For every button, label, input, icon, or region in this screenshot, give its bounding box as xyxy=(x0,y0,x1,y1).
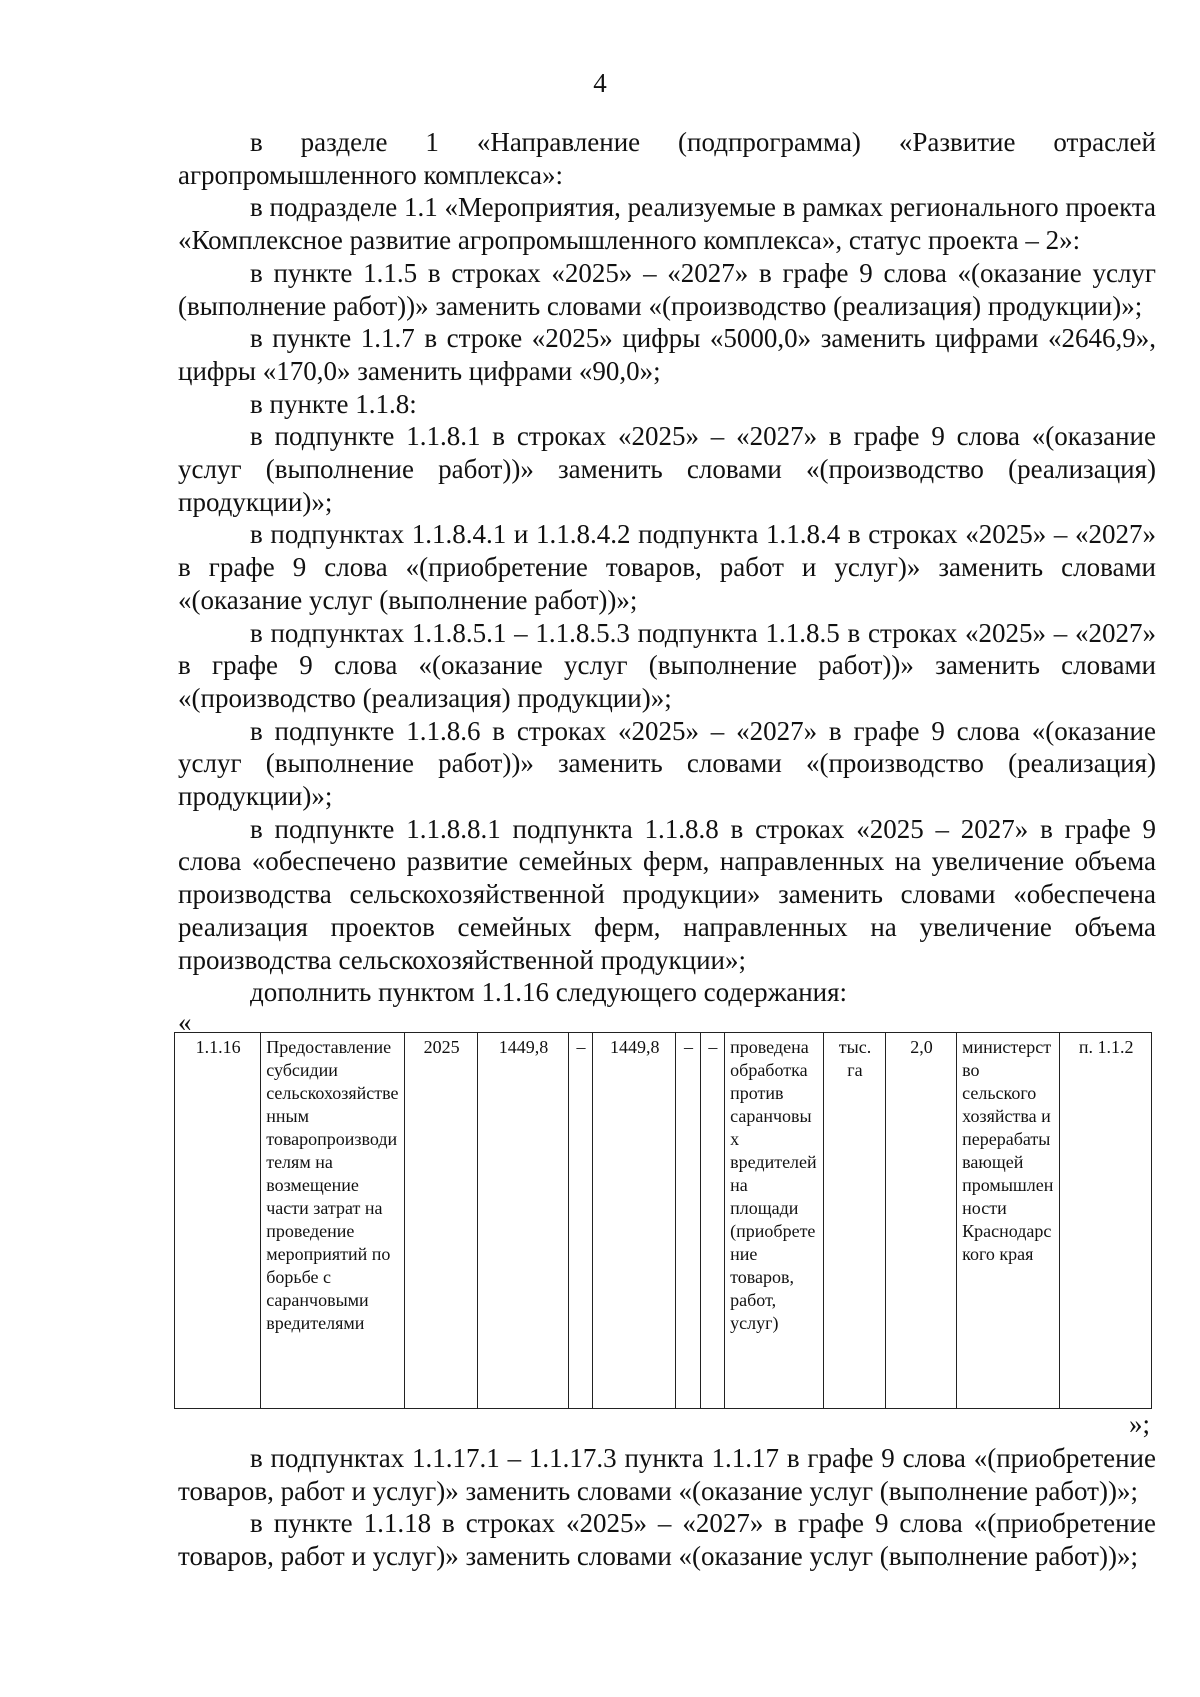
cell-executor: министерство сельского хозяйства и перерабатывающей промышленности Краснодарского края xyxy=(957,1033,1060,1409)
cell-year: 2025 xyxy=(404,1033,477,1409)
cell-unit: тыс. га xyxy=(824,1033,886,1409)
cell-number: 1.1.16 xyxy=(175,1033,261,1409)
inserted-item-table xyxy=(174,1032,1152,1409)
amendment-text-bottom xyxy=(178,1442,1156,1573)
paragraph: в пункте 1.1.18 в строках «2025» – «2027» в графе 9 слова «(приобретение товаров, работ и услуг)» заменить словами «(оказание услуг (выполнение работ))»; xyxy=(178,1508,1156,1572)
cell-event-name: Предоставление субсидии сельскохозяйственным товаропроизводителям на возмещение части затрат на проведение мероприятий по борьбе с саранчовыми вредителями xyxy=(261,1033,405,1409)
cell-extra: – xyxy=(700,1033,724,1409)
paragraph: в разделе 1 «Направление (подпрограмма) «Развитие отраслей агропромышленного комплекса»: xyxy=(178,127,1156,190)
paragraph: в пункте 1.1.8: xyxy=(250,388,417,419)
paragraph: в подпункте 1.1.8.1 в строках «2025» – «2027» в графе 9 слова «(оказание услуг (выполнение работ))» заменить словами «(производство (реализация) продукции)»; xyxy=(178,421,1156,517)
paragraph: в подпунктах 1.1.8.4.1 и 1.1.8.4.2 подпункта 1.1.8.4 в строках «2025» – «2027» в графе 9 слова «(приобретение товаров, работ и услуг)» заменить словами «(оказание услуг (выполнение работ))»; xyxy=(178,519,1156,615)
cell-regional: 1449,8 xyxy=(593,1033,676,1409)
cell-local: – xyxy=(676,1033,700,1409)
paragraph: в подпункте 1.1.8.8.1 подпункта 1.1.8.8 в строках «2025 – 2027» в графе 9 слова «обеспечено развитие семейных ферм, направленных на увеличение объема производства сельскохозяйственной продукции» заменить словами «обеспечена реализация проектов семейных ферм, направленных на увеличение объема производства сельскохозяйственной продукции»; xyxy=(178,813,1156,975)
cell-link: п. 1.1.2 xyxy=(1060,1033,1152,1409)
close-quote: »; xyxy=(1128,1409,1150,1439)
open-quote: « xyxy=(178,1007,192,1037)
paragraph: в подпунктах 1.1.8.5.1 – 1.1.8.5.3 подпункта 1.1.8.5 в строках «2025» – «2027» в графе 9 слова «(оказание услуг (выполнение работ))» заменить словами «(производство (реализация) продукции)»; xyxy=(178,617,1156,713)
cell-result: проведена обработка против саранчовых вредителей на площади (приобретение товаров, работ, услуг) xyxy=(725,1033,824,1409)
paragraph: в подразделе 1.1 «Мероприятия, реализуемые в рамках регионального проекта «Комплексное развитие агропромышленного комплекса», статус проекта – 2»: xyxy=(178,192,1156,256)
cell-value: 2,0 xyxy=(885,1033,956,1409)
paragraph: в подпункте 1.1.8.6 в строках «2025» – «2027» в графе 9 слова «(оказание услуг (выполнение работ))» заменить словами «(производство (реализация) продукции)»; xyxy=(178,715,1156,812)
table-row xyxy=(175,1033,1152,1409)
paragraph: в подпунктах 1.1.17.1 – 1.1.17.3 пункта 1.1.17 в графе 9 слова «(приобретение товаров, работ и услуг)» заменить словами «(оказание услуг (выполнение работ))»; xyxy=(178,1443,1156,1506)
cell-federal: – xyxy=(568,1033,592,1409)
amendment-text-top xyxy=(178,126,1156,1009)
paragraph: в пункте 1.1.5 в строках «2025» – «2027» в графе 9 слова «(оказание услуг (выполнение работ))» заменить словами «(производство (реализация) продукции)»; xyxy=(178,257,1156,321)
paragraph: в пункте 1.1.7 в строке «2025» цифры «5000,0» заменить цифрами «2646,9», цифры «170,0» заменить цифрами «90,0»; xyxy=(178,323,1156,386)
page-number: 4 xyxy=(593,68,607,98)
paragraph: дополнить пунктом 1.1.16 следующего содержания: xyxy=(250,977,848,1008)
cell-total: 1449,8 xyxy=(478,1033,568,1409)
